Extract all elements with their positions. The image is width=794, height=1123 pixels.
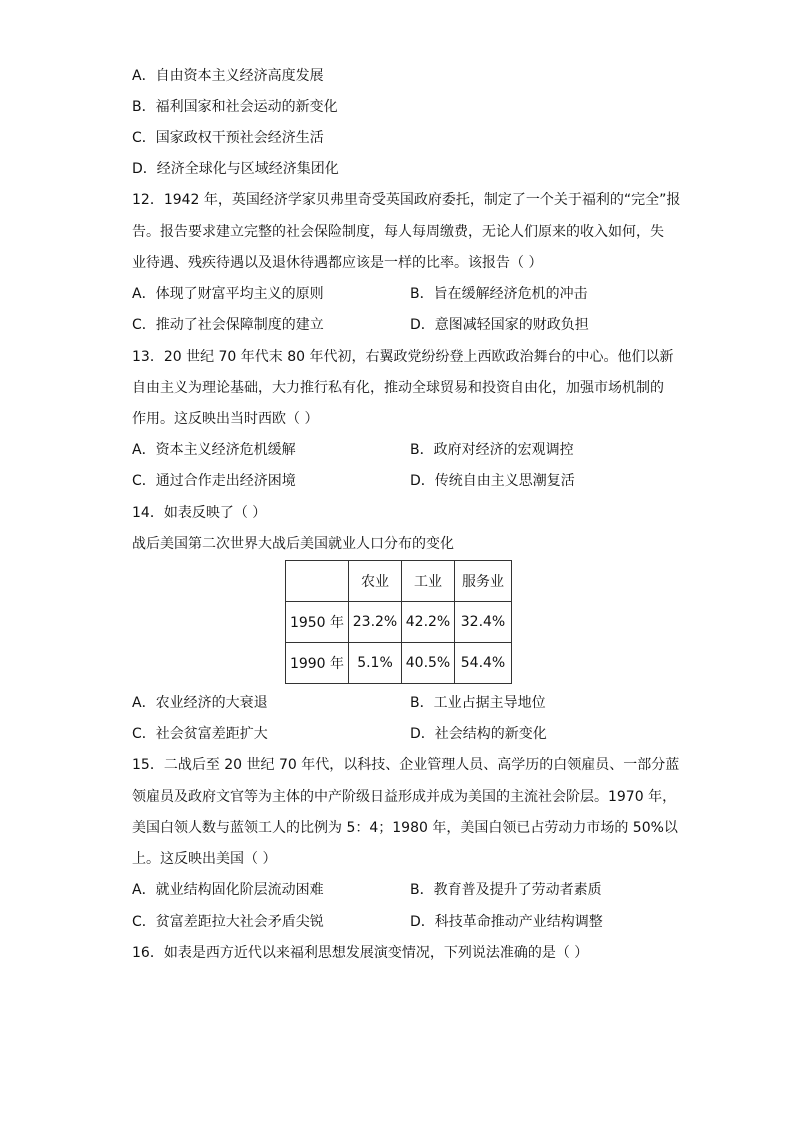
q14-option-d: D．社会结构的新变化: [410, 726, 547, 742]
q11-option-b: B．福利国家和社会运动的新变化: [132, 99, 338, 115]
q12-stem-line-1: 12．1942 年，英国经济学家贝弗里奇受英国政府委托，制定了一个关于福利的“完全”报: [132, 192, 681, 208]
q11-option-d: D．经济全球化与区域经济集团化: [132, 161, 339, 177]
table-header-cell: 工业: [402, 561, 455, 602]
q14-option-b: B．工业占据主导地位: [410, 695, 546, 711]
table-row: [286, 602, 512, 643]
q15-stem-line-1: 15．二战后至 20 世纪 70 年代，以科技、企业管理人员、高学历的白领雇员、一部分蓝: [132, 757, 680, 773]
q14-stem: 14．如表反映了（ ）: [132, 505, 267, 521]
q14-employment-table: [285, 560, 512, 684]
q12-option-b: B．旨在缓解经济危机的冲击: [410, 286, 588, 302]
q15-option-b: B．教育普及提升了劳动者素质: [410, 882, 602, 898]
table-cell: 1950 年: [286, 602, 349, 643]
q13-option-d: D．传统自由主义思潮复活: [410, 473, 575, 489]
table-cell: 42.2%: [402, 602, 455, 643]
table-cell: 5.1%: [349, 643, 402, 684]
q15-stem-line-2: 领雇员及政府文官等为主体的中产阶级日益形成并成为美国的主流社会阶层。1970 年，: [132, 789, 677, 805]
q14-option-c: C．社会贫富差距扩大: [132, 726, 268, 742]
q13-option-a: A．资本主义经济危机缓解: [132, 442, 296, 458]
q12-stem-line-3: 业待遇、残疾待遇以及退休待遇都应该是一样的比率。该报告（ ）: [132, 255, 543, 271]
table-cell: 23.2%: [349, 602, 402, 643]
table-cell: 32.4%: [455, 602, 512, 643]
table-row: [286, 643, 512, 684]
q15-option-a: A．就业结构固化阶层流动困难: [132, 882, 324, 898]
q11-option-c: C．国家政权干预社会经济生活: [132, 130, 324, 146]
q13-option-c: C．通过合作走出经济困境: [132, 473, 296, 489]
q11-option-a: A．自由资本主义经济高度发展: [132, 68, 324, 84]
table-cell: 54.4%: [455, 643, 512, 684]
q12-option-c: C．推动了社会保障制度的建立: [132, 317, 324, 333]
q13-stem-line-3: 作用。这反映出当时西欧（ ）: [132, 411, 319, 427]
q15-option-d: D．科技革命推动产业结构调整: [410, 914, 603, 930]
q16-stem: 16．如表是西方近代以来福利思想发展演变情况，下列说法准确的是（ ）: [132, 945, 589, 961]
q13-stem-line-2: 自由主义为理论基础，大力推行私有化，推动全球贸易和投资自由化，加强市场机制的: [132, 380, 664, 396]
table-header-cell: 农业: [349, 561, 402, 602]
q15-stem-line-3: 美国白领人数与蓝领工人的比例为 5：4；1980 年，美国白领已占劳动力市场的 50%以: [132, 820, 678, 836]
q14-table-caption: 战后美国第二次世界大战后美国就业人口分布的变化: [132, 536, 454, 552]
q14-option-a: A．农业经济的大衰退: [132, 695, 268, 711]
q12-option-d: D．意图减轻国家的财政负担: [410, 317, 589, 333]
table-header-cell: [286, 561, 349, 602]
q13-option-b: B．政府对经济的宏观调控: [410, 442, 574, 458]
table-header-row: [286, 561, 512, 602]
q15-option-c: C．贫富差距拉大社会矛盾尖锐: [132, 914, 324, 930]
table-cell: 40.5%: [402, 643, 455, 684]
q13-stem-line-1: 13．20 世纪 70 年代末 80 年代初，右翼政党纷纷登上西欧政治舞台的中心。他们以新: [132, 349, 674, 365]
q12-stem-line-2: 告。报告要求建立完整的社会保险制度，每人每周缴费，无论人们原来的收入如何，失: [132, 224, 664, 240]
q15-stem-line-4: 上。这反映出美国（ ）: [132, 851, 277, 867]
q12-option-a: A．体现了财富平均主义的原则: [132, 286, 324, 302]
table-cell: 1990 年: [286, 643, 349, 684]
table-header-cell: 服务业: [455, 561, 512, 602]
